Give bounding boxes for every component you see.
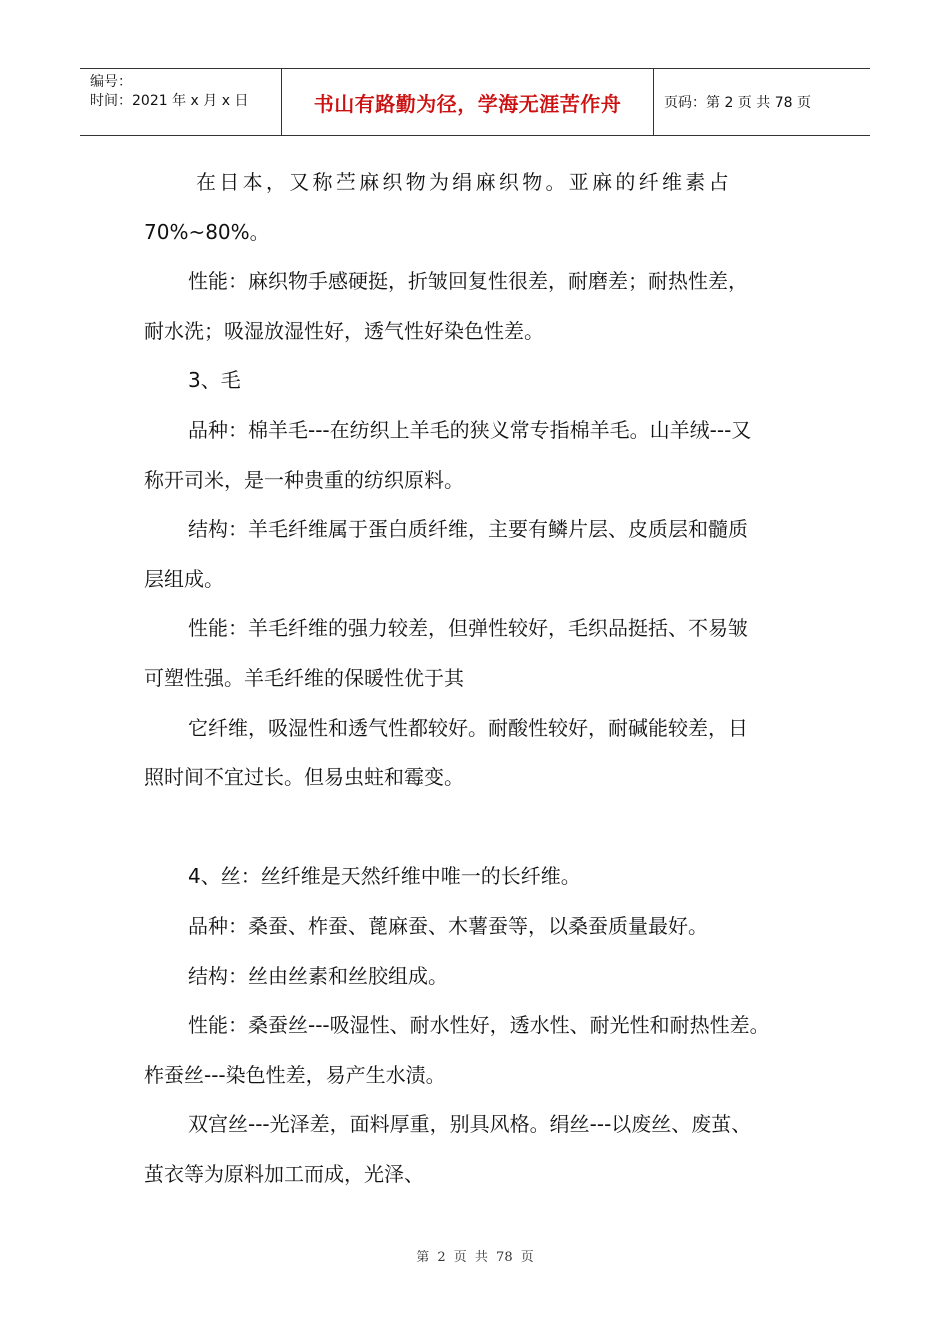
document-body [144, 158, 824, 1199]
header-meta [80, 69, 282, 135]
header-page-code: 页码：第 2 页 共 78 页 [664, 95, 811, 111]
paragraph-line: 结构：丝由丝素和丝胶组成。 [188, 963, 448, 988]
paragraph-line: 70%~80%。 [144, 219, 270, 244]
paragraph-line: 可塑性强。羊毛纤维的保暖性优于其 [144, 665, 464, 690]
page-header [80, 68, 870, 136]
section-heading-wool: 3、毛 [188, 368, 241, 393]
paragraph-line: 性能：桑蚕丝---吸湿性、耐水性好，透水性、耐光性和耐热性差。 [188, 1013, 770, 1038]
document-number-label: 编号： [90, 74, 132, 90]
paragraph-line: 层组成。 [144, 566, 224, 591]
document-time-label: 时间：2021 年 x 月 x 日 [90, 93, 249, 109]
paragraph-line: 称开司米，是一种贵重的纺织原料。 [144, 467, 464, 492]
paragraph-line: 性能：羊毛纤维的强力较差，但弹性较好，毛织品挺括、不易皱 [188, 616, 748, 641]
header-motto: 书山有路勤为径，学海无涯苦作舟 [282, 69, 654, 135]
paragraph-line: 性能：麻织物手感硬挺，折皱回复性很差，耐磨差；耐热性差， [188, 269, 748, 294]
paragraph-line: 品种：桑蚕、柞蚕、蓖麻蚕、木薯蚕等，以桑蚕质量最好。 [188, 913, 708, 938]
blank-line [144, 803, 824, 853]
paragraph-line: 耐水洗；吸湿放湿性好，透气性好染色性差。 [144, 318, 544, 343]
paragraph-line: 照时间不宜过长。但易虫蛀和霉变。 [144, 765, 464, 790]
paragraph-line: 双宫丝---光泽差，面料厚重，别具风格。绢丝---以废丝、废茧、 [188, 1112, 752, 1137]
page-footer: 第 2 页 共 78 页 [416, 1250, 534, 1265]
section-heading-silk: 4、丝：丝纤维是天然纤维中唯一的长纤维。 [188, 864, 581, 889]
paragraph-line: 它纤维，吸湿性和透气性都较好。耐酸性较好，耐碱能较差，日 [188, 715, 748, 740]
paragraph-line: 品种：棉羊毛---在纺织上羊毛的狭义常专指棉羊毛。山羊绒---又 [188, 417, 752, 442]
paragraph-line: 柞蚕丝---染色性差，易产生水渍。 [144, 1062, 446, 1087]
paragraph-line: 茧衣等为原料加工而成，光泽、 [144, 1161, 424, 1186]
paragraph-line: 结构：羊毛纤维属于蛋白质纤维，主要有鳞片层、皮质层和髓质 [188, 517, 748, 542]
paragraph-line: 在日本，又称苎麻织物为绢麻织物。亚麻的纤维素占 [196, 170, 732, 194]
